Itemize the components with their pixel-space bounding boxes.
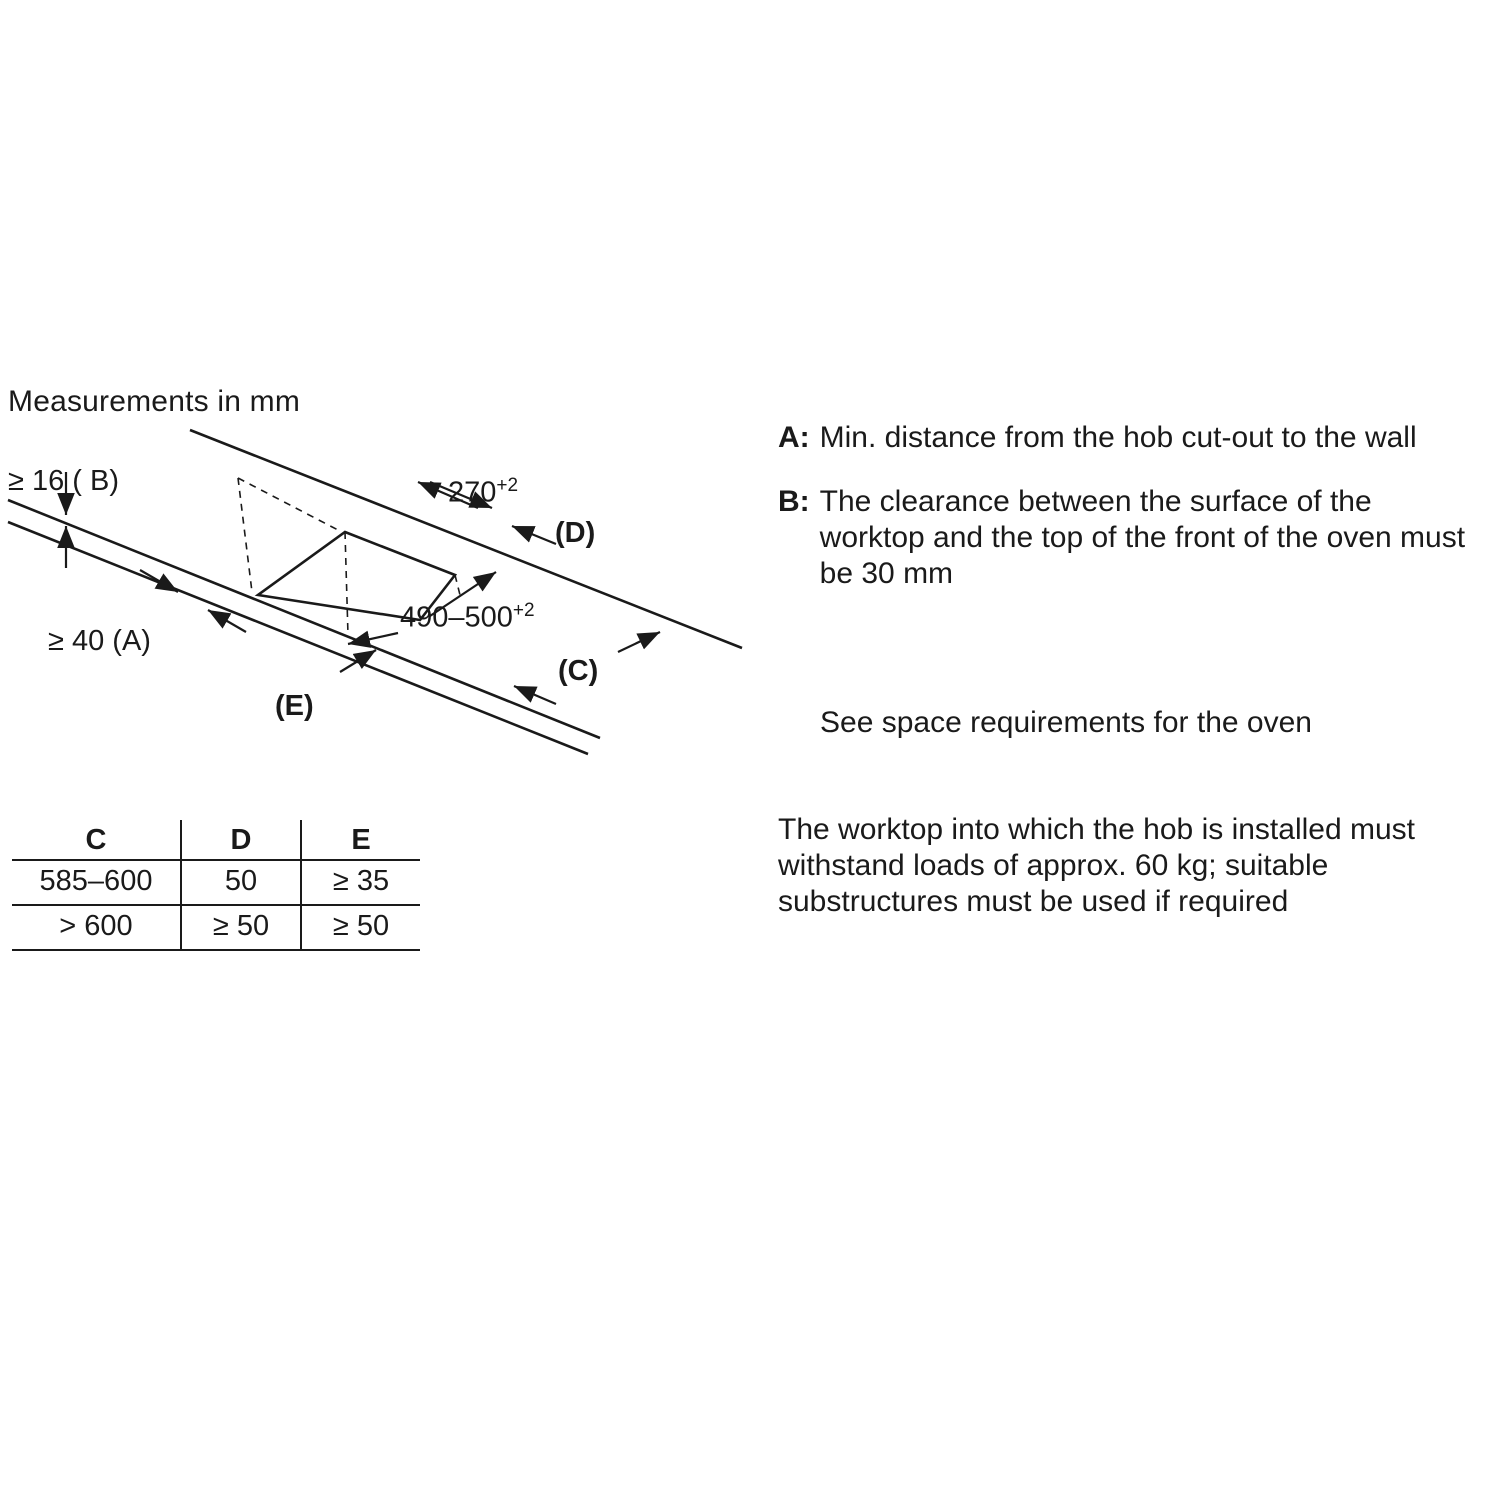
- note-oven-space-requirements: See space requirements for the oven: [820, 706, 1312, 739]
- dimension-a-arrows: [140, 570, 246, 632]
- label-cutout-depth: [400, 600, 535, 635]
- table-header-c: C: [12, 820, 181, 860]
- label-e-text: (E): [275, 690, 314, 722]
- label-b-clearance: ≥ 16 ( B): [8, 465, 120, 497]
- table-row: [12, 905, 420, 950]
- table-cell-c: 585–600: [12, 860, 181, 905]
- note-worktop-load: The worktop into which the hob is installed must withstand loads of approx. 60 kg; suitable substructures must be used if required: [778, 813, 1415, 918]
- cutout-depth-tolerance: +2: [512, 600, 535, 621]
- label-d: [555, 517, 595, 550]
- note-a-key: A:: [778, 421, 810, 454]
- note-a: [778, 420, 1468, 456]
- label-e: [275, 690, 314, 723]
- note-a-text: Min. distance from the hob cut-out to the wall: [819, 421, 1417, 454]
- label-cutout-width: [448, 475, 518, 510]
- page-title: Measurements in mm: [8, 385, 301, 418]
- note-b-text: The clearance between the surface of the worktop and the top of the front of the oven must be 30 mm: [819, 485, 1466, 590]
- cutout-width-tolerance: +2: [496, 475, 519, 496]
- table-cell-d: 50: [181, 860, 301, 905]
- label-c-text: (C): [558, 655, 599, 687]
- table-row: [12, 860, 420, 905]
- table-header-e: E: [351, 824, 371, 856]
- table-header-row: [12, 820, 420, 860]
- note-b: [778, 484, 1468, 592]
- label-c: [558, 655, 598, 688]
- label-a-wall-distance: ≥ 40 (A): [48, 625, 151, 657]
- dimension-table: [12, 820, 420, 951]
- label-d-text: (D): [555, 517, 596, 549]
- leader-e: [340, 650, 376, 672]
- notes-list: [778, 420, 1468, 620]
- table-cell-e: ≥ 35: [332, 865, 390, 897]
- table-cell-d: ≥ 50: [181, 905, 301, 950]
- note-b-key: B:: [778, 485, 810, 518]
- cutout-depth-value: 490–500: [400, 601, 513, 634]
- table-header-d: D: [181, 820, 301, 860]
- table-cell-c: > 600: [12, 905, 181, 950]
- leader-d: [512, 526, 556, 544]
- table-cell-e: ≥ 50: [332, 910, 390, 942]
- cutout-width-value: 270: [448, 476, 497, 509]
